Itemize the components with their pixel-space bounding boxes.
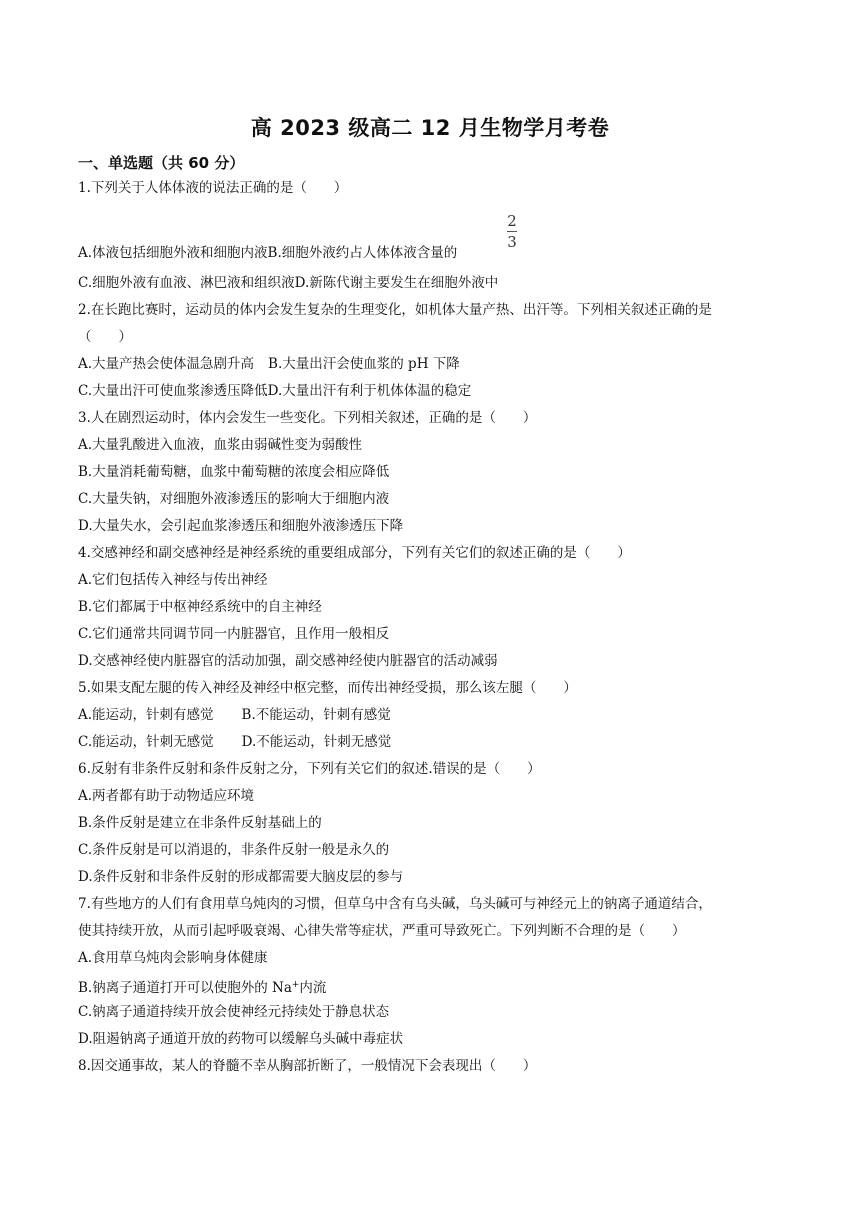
q3-option-a: A.大量乳酸进入血液，血浆由弱碱性变为弱酸性 [78,437,363,453]
q6-option-c: C.条件反射是可以消退的，非条件反射一般是永久的 [78,842,390,858]
page-title: 高 2023 级高二 12 月生物学月考卷 [250,116,610,140]
q7-option-b [78,976,326,997]
q7-option-b-text: B.钠离子通道打开可以使胞外的 Na [78,980,292,996]
q4-stem: 4.交感神经和副交感神经是神经系统的重要组成部分，下列有关它们的叙述正确的是（ ） [78,545,631,561]
q5-option-d: D.不能运动，针刺无感觉 [241,734,392,750]
q7-stem-line1: 7.有些地方的人们有食用草乌炖肉的习惯，但草乌中含有乌头碱，乌头碱可与神经元上的钠离子通道结合， [78,896,712,912]
q3-option-c: C.大量失钠，对细胞外液渗透压的影响大于细胞内液 [78,491,390,507]
q6-stem: 6.反射有非条件反射和条件反射之分，下列有关它们的叙述.错误的是（ ） [78,761,541,777]
fraction-bar [507,231,517,232]
q8-stem: 8.因交通事故，某人的脊髓不幸从胸部折断了，一般情况下会表现出（ ） [78,1058,537,1074]
q7-option-b-suffix: 内流 [299,980,327,996]
q7-option-a: A.食用草乌炖肉会影响身体健康 [78,950,268,966]
q1-stem: 1.下列关于人体体液的说法正确的是（ ） [78,180,348,196]
q6-option-b: B.条件反射是建立在非条件反射基础上的 [78,815,322,831]
q6-option-a: A.两者都有助于动物适应环境 [78,788,255,804]
q4-option-a: A.它们包括传入神经与传出神经 [78,572,268,588]
q5-option-c: C.能运动，针刺无感觉 [78,734,214,750]
q2-option-b: B.大量出汗会使血浆的 pH 下降 [268,356,460,372]
fraction-denominator: 3 [507,233,517,251]
q7-option-c: C.钠离子通道持续开放会使神经元持续处于静息状态 [78,1004,390,1020]
q7-stem-line2: 使其持续开放，从而引起呼吸衰竭、心律失常等症状，严重可导致死亡。下列判断不合理的是（ ） [78,923,686,939]
q5-options-ab [78,706,391,724]
q5-option-a: A.能运动，针刺有感觉 [78,707,214,723]
fraction-numerator: 2 [507,212,517,230]
q5-stem: 5.如果支配左腿的传入神经及神经中枢完整，而传出神经受损，那么该左腿（ ） [78,680,577,696]
q1-options-ab: A.体液包括细胞外液和细胞内液B.细胞外液约占人体体液含量的 [78,245,458,261]
q4-option-c: C.它们通常共同调节同一内脏器官，且作用一般相反 [78,626,390,642]
q3-option-b: B.大量消耗葡萄糖，血浆中葡萄糖的浓度会相应降低 [78,464,390,480]
fraction-two-thirds [505,213,519,250]
q2-options-ab [78,355,460,373]
q4-option-b: B.它们都属于中枢神经系统中的自主神经 [78,599,322,615]
q2-stem-line1: 2.在长跑比赛时，运动员的体内会发生复杂的生理变化，如机体大量产热、出汗等。下列相关叙述正确的是 [78,302,712,318]
q1-options-cd: C.细胞外液有血液、淋巴液和组织液D.新陈代谢主要发生在细胞外液中 [78,275,499,291]
section-heading: 一、单选题（共 60 分） [78,154,245,172]
q3-option-d: D.大量失水，会引起血浆渗透压和细胞外液渗透压下降 [78,518,404,534]
q5-options-cd [78,733,391,751]
sodium-charge: + [291,980,300,990]
q2-option-a: A.大量产热会使体温急剧升高 [78,356,255,372]
q2-stem-line2: （ ） [78,329,132,345]
q5-option-b: B.不能运动，针刺有感觉 [241,707,391,723]
q3-stem: 3.人在剧烈运动时，体内会发生一些变化。下列相关叙述，正确的是（ ） [78,410,537,426]
q2-options-cd: C.大量出汗可使血浆渗透压降低D.大量出汗有利于机体体温的稳定 [78,383,472,399]
q7-option-d: D.阻遏钠离子通道开放的药物可以缓解乌头碱中毒症状 [78,1031,404,1047]
q6-option-d: D.条件反射和非条件反射的形成都需要大脑皮层的参与 [78,869,404,885]
q4-option-d: D.交感神经使内脏器官的活动加强，副交感神经使内脏器官的活动减弱 [78,653,498,669]
